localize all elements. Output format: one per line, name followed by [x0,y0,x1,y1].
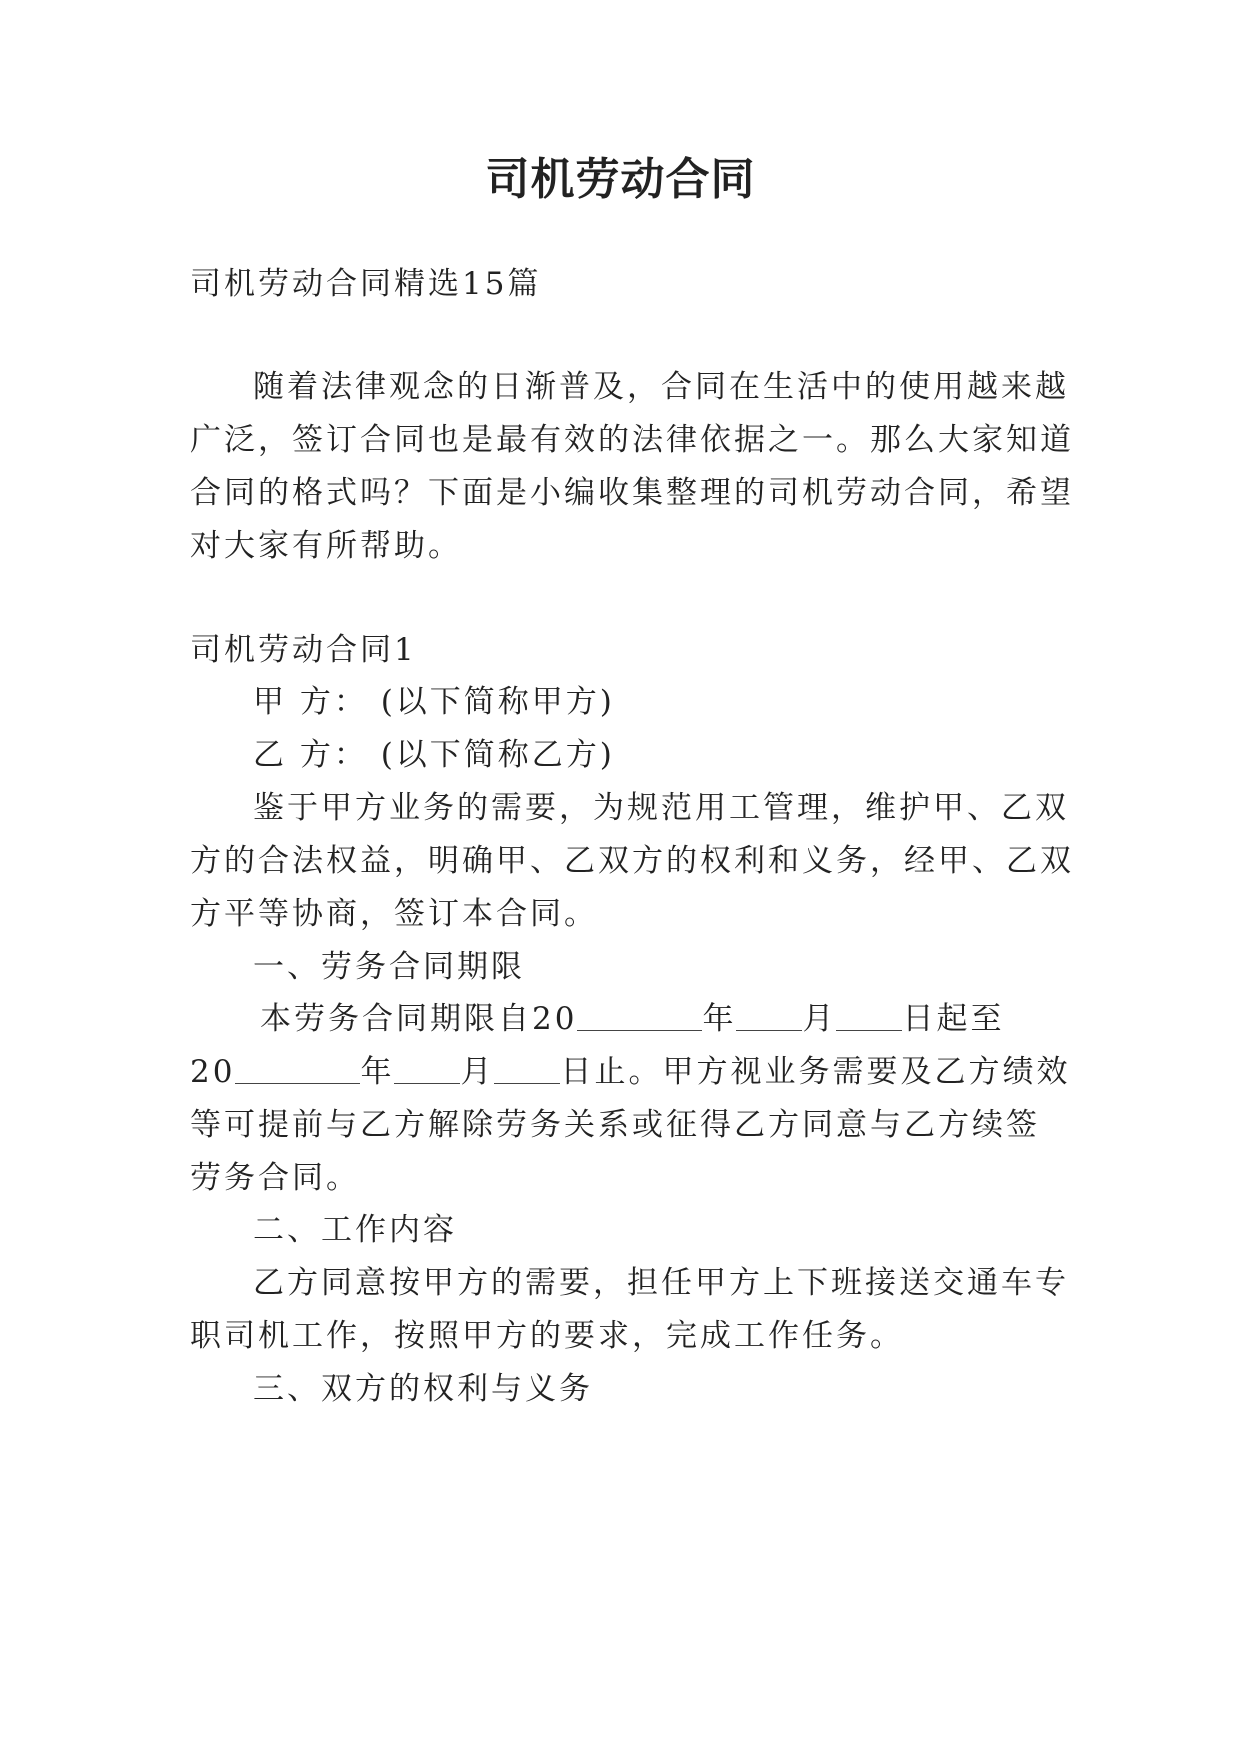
month-label: 月 [802,1001,837,1037]
year-label: 年 [360,1054,395,1090]
intro-line-3: 合同的格式吗？下面是小编收集整理的司机劳动合同，希望 [190,475,1074,511]
clause2-heading: 二、工作内容 [253,1212,457,1248]
section-title: 司机劳动合同1 [190,632,417,668]
preamble-line-2: 方的合法权益，明确甲、乙双方的权利和义务，经甲、乙双 [190,843,1074,879]
clause2-line-2: 职司机工作，按照甲方的要求，完成工作任务。 [190,1318,904,1354]
party-a-line: 甲 方： (以下简称甲方) [253,684,615,720]
clause3-heading: 三、双方的权利与义务 [253,1371,593,1407]
term-end-text: 20 [190,1054,236,1090]
year-label: 年 [702,1001,737,1037]
month-blank [394,1051,460,1084]
term-end-tail: 日止。甲方视业务需要及乙方绩效 [560,1054,1071,1090]
clause1-line-4: 劳务合同。 [190,1160,360,1196]
preamble-line-3: 方平等协商，签订本合同。 [190,896,598,932]
clause1-term-line-1 [260,997,1060,1041]
preamble-line-1: 鉴于甲方业务的需要，为规范用工管理，维护甲、乙双 [253,790,1069,826]
intro-line-4: 对大家有所帮助。 [190,528,462,564]
year-blank [577,998,702,1031]
intro-line-2: 广泛，签订合同也是最有效的法律依据之一。那么大家知道 [190,422,1074,458]
year-blank [235,1051,360,1084]
day-blank [494,1051,560,1084]
clause1-term-line-2 [190,1050,1071,1094]
clause2-line-1: 乙方同意按甲方的需要，担任甲方上下班接送交通车专 [253,1265,1069,1301]
party-b-line: 乙 方： (以下简称乙方) [253,737,615,773]
day-blank [836,998,902,1031]
document-title: 司机劳动合同 [485,154,756,205]
document-subtitle: 司机劳动合同精选15篇 [190,266,542,302]
clause1-heading: 一、劳务合同期限 [253,949,525,985]
month-blank [736,998,802,1031]
month-label: 月 [460,1054,495,1090]
intro-line-1: 随着法律观念的日渐普及，合同在生活中的使用越来越 [253,369,1069,405]
day-label: 日起至 [902,1001,1005,1037]
term-start-text: 本劳务合同期限自20 [260,1001,578,1037]
clause1-line-3: 等可提前与乙方解除劳务关系或征得乙方同意与乙方续签 [190,1107,1040,1143]
